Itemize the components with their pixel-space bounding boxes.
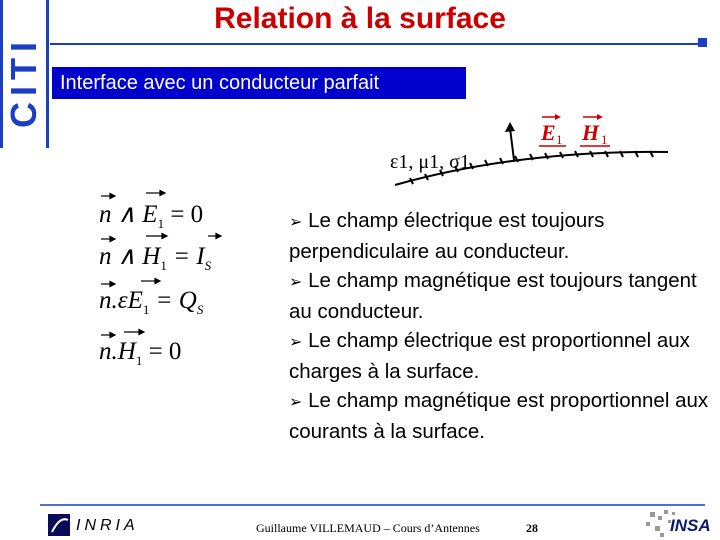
equation-2-lhs: n ∧ H xyxy=(99,243,161,270)
equation-2-sub: 1 xyxy=(160,258,167,273)
bullet-text: Le champ magnétique est proportionnel aux courants à la surface. xyxy=(289,389,709,443)
equation-2-rhs: = I xyxy=(173,243,205,270)
page-title: Relation à la surface xyxy=(214,2,506,35)
equation-1-sub: 1 xyxy=(157,216,165,231)
equation-3-sub: 1 xyxy=(142,302,150,317)
field-h-label: H xyxy=(582,120,600,145)
bullet-text: Le champ électrique est proportionnel aux charges à la surface. xyxy=(289,329,690,383)
equation-3-rhs-sub: S xyxy=(196,302,204,317)
equation-3-rhs: = Q xyxy=(155,287,197,314)
bullet-text: Le champ magnétique est toujours tangent au conducteur. xyxy=(289,269,697,323)
field-e-label: E xyxy=(541,120,556,145)
page-number: 28 xyxy=(526,521,538,535)
bullet-arrow-icon: ➢ xyxy=(289,392,303,411)
bullet-text: Le champ électrique est toujours perpendiculaire au conducteur. xyxy=(289,209,605,263)
field-e-sub: 1 xyxy=(556,132,563,147)
equation-1-lhs: n ∧ E xyxy=(99,201,158,228)
equation-4-lhs: n.H xyxy=(99,338,136,365)
insa-logo-text: INSA xyxy=(670,516,711,535)
inria-logo-text: INRIA xyxy=(76,517,139,534)
equation-2-rhs-sub: S xyxy=(204,258,212,273)
equation-4-rhs: = 0 xyxy=(148,338,182,365)
equation-4-sub: 1 xyxy=(135,353,143,368)
equation-3-lhs: n.εE xyxy=(99,287,143,314)
bullet-arrow-icon: ➢ xyxy=(289,332,303,351)
medium-params: ε1, μ1, σ1 xyxy=(390,151,470,173)
subtitle-banner: Interface avec un conducteur parfait xyxy=(52,67,466,99)
bullet-arrow-icon: ➢ xyxy=(289,212,303,231)
citi-logo-text: CITI xyxy=(3,36,44,128)
bullet-arrow-icon: ➢ xyxy=(289,272,303,291)
field-h-sub: 1 xyxy=(601,132,608,147)
footer-author: Guillaume VILLEMAUD – Cours d’Antennes xyxy=(256,521,480,535)
equation-1-rhs: = 0 xyxy=(170,201,204,228)
